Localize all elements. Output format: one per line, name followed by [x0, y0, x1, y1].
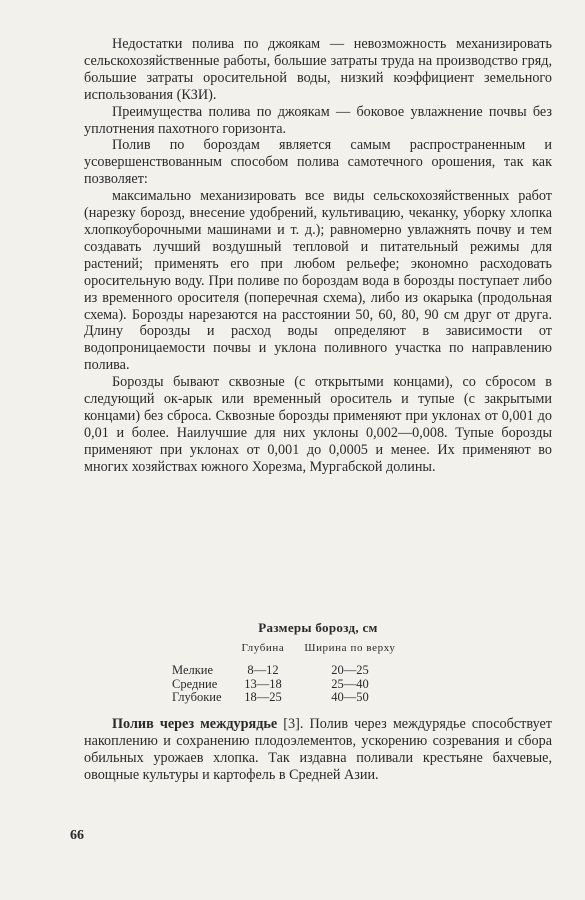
paragraph-djoyak-advantages: Преимущества полива по джоякам — боковое увлажнение почвы без уплотнения пахотного горизонта.: [84, 103, 552, 137]
row-width: 25—40: [331, 676, 369, 691]
row-label: Средние: [172, 676, 218, 691]
furrow-size-table: [172, 642, 406, 705]
final-section: [84, 716, 552, 784]
row-label: Глубокие: [172, 690, 222, 704]
table-header-depth: Глубина: [241, 642, 285, 654]
paragraph-furrow-types: Борозды бывают сквозные (с открытыми концами), со сбросом в следующий ок-арык или временный ороситель и тупые (с закрытыми концами) без сброса. Сквозные борозды применяют при уклонах от 0,001 до 0,01 и более. Наилучшие для них уклоны 0,002—0,008. Тупые борозды применяют при уклонах от 0,001 до 0,0005 и менее. Их применяют во многих хозяйствах южного Хорезма, Мургабской долины.: [84, 374, 552, 475]
table-title: Размеры борозд, см: [258, 620, 378, 635]
paragraph-furrow-intro: Полив по бороздам является самым распространенным и усовершенствованным способом полива самотечного орошения, так как позволяет:: [84, 137, 552, 188]
table-header-row: [172, 642, 406, 664]
table-row: [172, 664, 406, 678]
body-text: [84, 36, 552, 476]
paragraph-furrow-benefits: максимально механизировать все виды сельскохозяйственных работ (нарезку борозд, внесение удобрений, культивацию, чеканку, уборку хлопка хлопкоуборочными машинами и т. д.); равномерно увлажнять почву и тем создавать лучший воздушный тепловой и питательный режимы для растений; применять его при любом рельефе; экономно расходовать оросительную воду. При поливе по бороздам вода в борозды поступает либо из временного оросителя (поперечная схема), либо из окарыка (продольная схема). Борозды нарезаются на расстоянии 50, 60, 80, 90 см друг от друга. Длину борозды и расход воды определяют в зависимости от водопроницаемости почвы и уклона поливного участка по направлению полива.: [84, 188, 552, 374]
table-row: [172, 691, 406, 705]
row-depth: 13—18: [244, 676, 282, 691]
row-depth: 8—12: [247, 663, 279, 677]
table-header-width: Ширина по верху: [304, 642, 396, 654]
row-width: 40—50: [331, 690, 369, 704]
page-number: 66: [70, 828, 84, 843]
row-label: Мелкие: [172, 663, 214, 677]
table-row: [172, 678, 406, 692]
section-reference: [3].: [277, 716, 310, 732]
section-heading: Полив через междурядье: [112, 716, 278, 732]
paragraph-djoyak-disadvantages: Недостатки полива по джоякам — невозможность механизировать сельскохозяйственные работы, большие затраты труда на производство гряд, большие затраты оросительной воды, низкий коэффициент земельного использования (КЗИ).: [84, 36, 552, 103]
table-header-label: [172, 642, 232, 664]
paragraph-inter-row-irrigation: [84, 716, 552, 784]
row-width: 20—25: [331, 663, 369, 677]
row-depth: 18—25: [244, 690, 282, 704]
section-text: Полив через междурядье способствует накоплению и сохранению плодоэлементов, ускорению созревания и сбора обильных урожаев хлопка. Так издавна поливали крестьяне бахчевые, овощные культуры и картофель в Средней Азии.: [84, 716, 552, 783]
furrow-size-table-block: [84, 620, 552, 705]
